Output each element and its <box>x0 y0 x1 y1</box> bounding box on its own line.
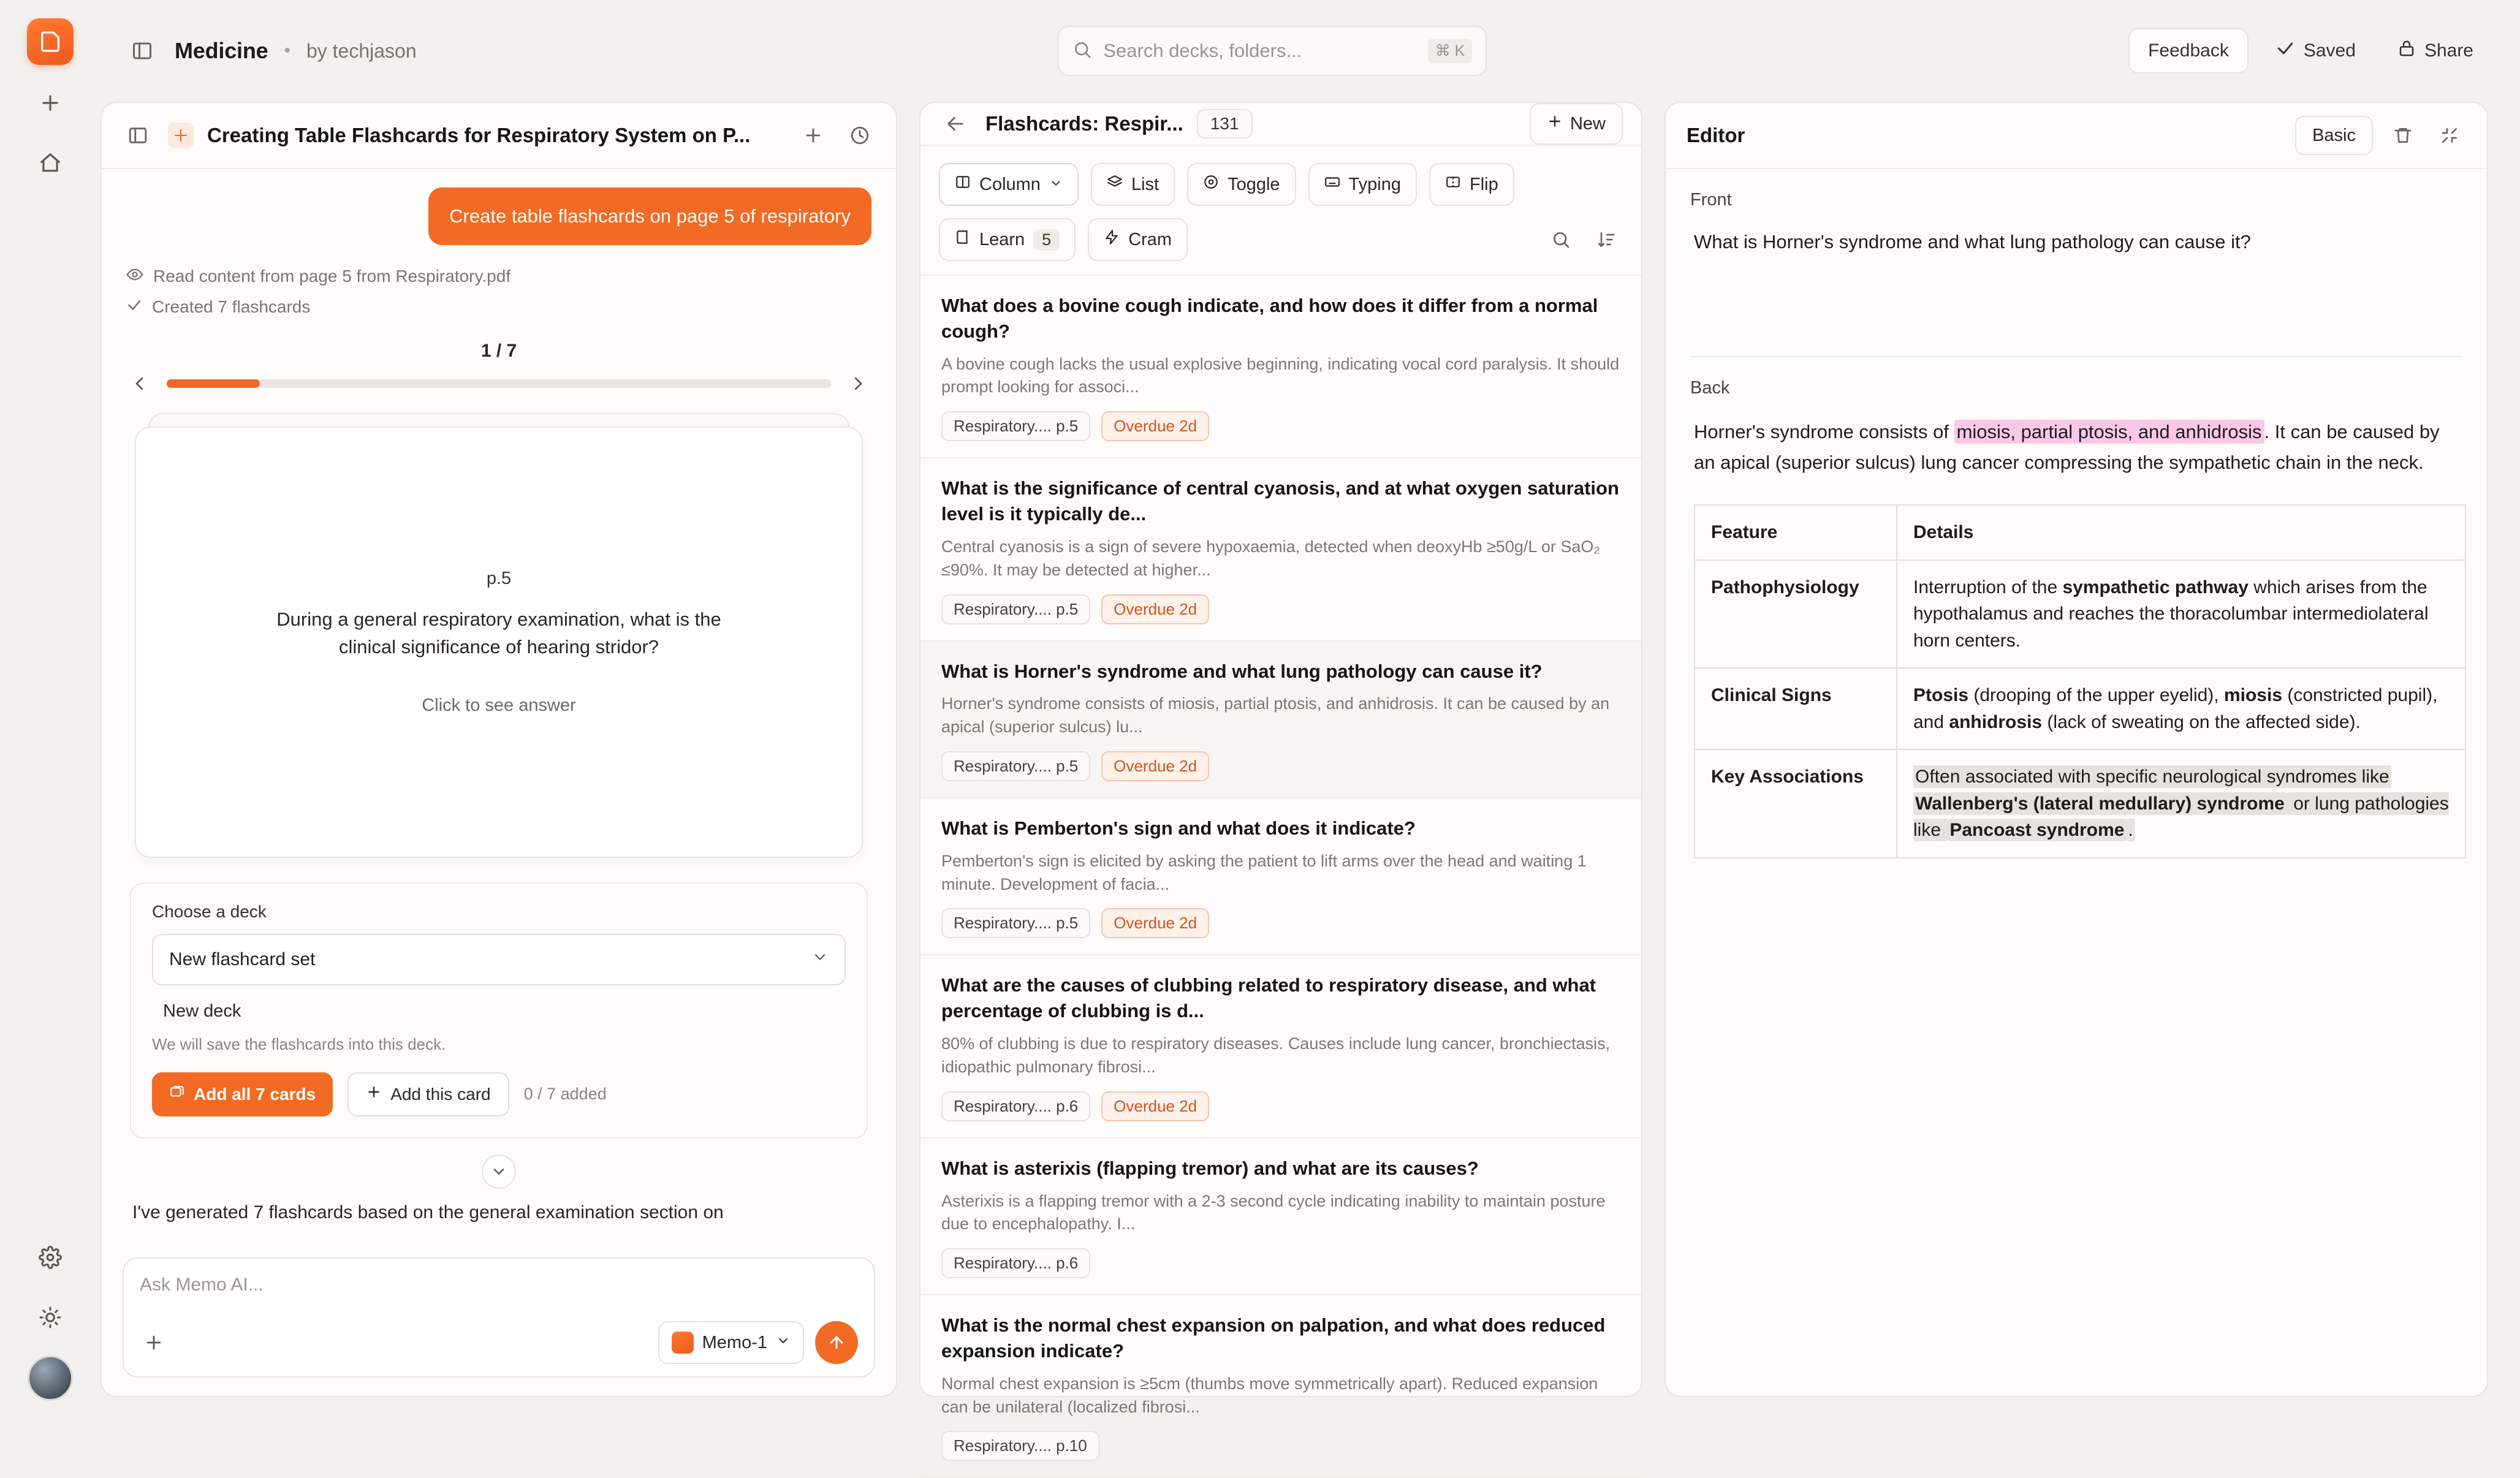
saved-label: Saved <box>2303 40 2356 61</box>
card-source-tag: Respiratory.... p.5 <box>941 594 1090 624</box>
collapse-editor-icon[interactable] <box>2433 119 2466 152</box>
search-input[interactable] <box>1058 26 1487 76</box>
list-item[interactable] <box>920 458 1641 641</box>
card-answer: Central cyanosis is a sign of severe hypoxaemia, detected when deoxyHb ≥50g/L or SaO₂ ≤90%. It may be detected at higher... <box>941 537 1600 579</box>
card-question: What are the causes of clubbing related to respiratory disease, and what percentage of clubbing is d... <box>941 974 1596 1022</box>
composer-placeholder: Ask Memo AI... <box>140 1275 264 1295</box>
study-controls <box>920 218 1641 275</box>
typing-icon <box>1324 174 1340 195</box>
toggle-icon <box>1203 174 1219 195</box>
flashcard-list[interactable] <box>920 275 1641 1478</box>
send-message-button[interactable] <box>815 1321 858 1364</box>
chat-doc-icon <box>168 123 194 148</box>
cram-label: Cram <box>1128 229 1172 249</box>
list-title: Flashcards: Respir... <box>985 112 1183 135</box>
back-prefix: Horner's syndrome consists of <box>1694 421 1954 442</box>
card-tags <box>941 1431 1620 1461</box>
table-header-row <box>1695 505 2465 560</box>
list-header <box>920 103 1641 146</box>
new-item-icon[interactable] <box>28 81 72 125</box>
app-logo-icon[interactable] <box>27 18 74 65</box>
top-bar <box>0 0 2520 102</box>
card-status-tag: Overdue 2d <box>1101 908 1209 938</box>
flip-icon <box>1445 174 1461 195</box>
editor-body <box>1666 169 2487 1396</box>
deck-select[interactable] <box>152 934 846 985</box>
chevron-down-icon <box>776 1333 791 1353</box>
flashcard-preview-stack <box>130 413 868 879</box>
editor-header <box>1666 103 2487 169</box>
list-icon <box>1107 174 1123 195</box>
eye-icon <box>126 266 143 287</box>
card-source-tag: Respiratory.... p.6 <box>941 1091 1090 1121</box>
table-header-details: Details <box>1897 505 2465 560</box>
table-header-feature: Feature <box>1695 505 1897 560</box>
text-part-highlight: Often associated with specific neurological syndromes like <box>1913 765 2391 788</box>
tab-toggle-label: Toggle <box>1228 174 1280 194</box>
deck-selected-value: New flashcard set <box>169 949 316 969</box>
chevron-down-icon <box>811 949 829 971</box>
card-source-tag: Respiratory.... p.10 <box>941 1431 1099 1461</box>
table-cell-feature: Pathophysiology <box>1695 560 1897 669</box>
tab-typing[interactable] <box>1308 163 1417 206</box>
table-cell-details <box>1897 560 2465 669</box>
card-answer: Horner's syndrome consists of miosis, partial ptosis, and anhidrosis. It can be caused by an apical (superior sulcus) lu... <box>941 694 1610 737</box>
card-tags <box>941 908 1620 938</box>
front-field[interactable]: What is Horner's syndrome and what lung pathology can cause it? <box>1690 229 2462 357</box>
list-item[interactable] <box>920 276 1641 458</box>
list-item[interactable] <box>920 1139 1641 1295</box>
card-tags <box>941 594 1620 624</box>
avatar[interactable] <box>28 1355 73 1401</box>
columns-icon <box>955 174 971 195</box>
feedback-button[interactable] <box>2128 28 2249 74</box>
table-cell-details <box>1897 668 2465 749</box>
card-question: What is Pemberton's sign and what does it indicate? <box>941 817 1416 839</box>
list-search-icon[interactable] <box>1544 223 1577 256</box>
settings-gear-icon[interactable] <box>28 1235 72 1279</box>
list-item[interactable] <box>920 798 1641 955</box>
tab-column-label: Column <box>979 174 1041 194</box>
table-row <box>1695 668 2465 749</box>
next-card-icon[interactable] <box>844 370 871 397</box>
user-message: Create table flashcards on page 5 of respiratory <box>428 188 871 245</box>
breadcrumb-separator: • <box>284 40 290 61</box>
list-item[interactable] <box>920 955 1641 1138</box>
editor-mode-label: Basic <box>2312 125 2356 145</box>
deck-chooser <box>130 882 868 1139</box>
flashcard-page-ref: p.5 <box>486 568 512 588</box>
card-source-tag: Respiratory.... p.5 <box>941 908 1090 938</box>
card-status-tag: Overdue 2d <box>1101 594 1209 624</box>
panes <box>101 102 2520 1455</box>
card-question: What does a bovine cough indicate, and how does it differ from a normal cough? <box>941 295 1598 342</box>
check-icon <box>126 297 142 317</box>
toggle-sidebar-icon[interactable] <box>126 34 159 67</box>
chevron-down-icon <box>1049 175 1063 195</box>
model-selector[interactable] <box>658 1321 804 1364</box>
check-icon <box>2275 39 2295 63</box>
text-part-bold: miosis <box>2223 685 2283 706</box>
book-icon <box>955 229 971 250</box>
chat-header <box>102 103 896 169</box>
deck-note: We will save the flashcards into this deck. <box>152 1034 446 1053</box>
tab-flip-label: Flip <box>1470 174 1498 194</box>
text-part-bold: sympathetic pathway <box>2062 577 2249 597</box>
status-created-cards <box>126 297 871 317</box>
chat-title: Creating Table Flashcards for Respiratory System on P... <box>207 124 751 146</box>
card-answer: Pemberton's sign is elicited by asking the patient to lift arms over the head and waiting 1 minute. Development of facia... <box>941 851 1587 893</box>
card-source-tag: Respiratory.... p.5 <box>941 411 1090 441</box>
card-question: What is the normal chest expansion on palpation, and what does reduced expansion indicate? <box>941 1314 1606 1362</box>
card-nav <box>126 370 871 397</box>
flashcard-list-pane <box>919 102 1642 1455</box>
card-progress-fill <box>167 379 260 388</box>
added-count: 0 / 7 added <box>523 1085 607 1104</box>
editor-pane <box>1664 102 2488 1397</box>
saved-status <box>2261 28 2370 74</box>
back-highlight: miosis, partial ptosis, and anhidrosis <box>1954 420 2264 444</box>
chat-pane <box>101 102 897 1397</box>
card-question: What is asterixis (flapping tremor) and what are its causes? <box>941 1157 1479 1179</box>
card-counter: 1 / 7 <box>480 340 517 361</box>
lightning-icon <box>1104 229 1120 250</box>
card-tags <box>941 411 1620 441</box>
status-read-label: Read content from page 5 from Respiratory.pdf <box>153 267 511 286</box>
front-label: Front <box>1690 190 1732 210</box>
text-part: (drooping of the upper eyelid), <box>1968 685 2224 706</box>
card-answer: Asterixis is a flapping tremor with a 2-3 second cycle indicating inability to maintain posture due to encephalopathy. I... <box>941 1191 1606 1234</box>
left-rail <box>0 0 101 1429</box>
feedback-label: Feedback <box>2148 40 2229 61</box>
chat-history-icon[interactable] <box>843 119 876 152</box>
text-part: which arises from the hypothalamus and reaches the thoracolumbar intermediolateral horn centers. <box>1913 577 2429 651</box>
card-source-tag: Respiratory.... p.5 <box>941 751 1090 781</box>
delete-card-icon[interactable] <box>2386 119 2419 152</box>
share-label: Share <box>2424 40 2473 61</box>
deck-actions <box>152 1072 846 1116</box>
new-chat-icon[interactable] <box>797 119 830 152</box>
text-part-highlight-bold: Pancoast syndrome <box>1948 819 2126 841</box>
learn-button[interactable] <box>939 218 1076 261</box>
prev-card-icon[interactable] <box>126 370 153 397</box>
card-status-tag: Overdue 2d <box>1101 1091 1209 1121</box>
text-part-highlight: or lung pathologies like <box>1913 793 2449 841</box>
list-sort-icon[interactable] <box>1590 223 1623 256</box>
tab-list-label: List <box>1131 174 1159 194</box>
table-row <box>1695 749 2465 858</box>
card-question: What is the significance of central cyanosis, and at what oxygen saturation level is it typically de... <box>941 477 1619 525</box>
learn-label: Learn <box>979 229 1025 249</box>
text-part-highlight-bold: Wallenberg's (lateral medullary) syndrome <box>1913 792 2287 815</box>
text-part-bold: Ptosis <box>1913 685 1969 706</box>
status-read-content <box>126 266 871 287</box>
lock-icon <box>2397 39 2416 63</box>
add-this-card-button[interactable] <box>347 1072 509 1116</box>
view-mode-tabs <box>920 146 1641 218</box>
card-progress-bar <box>167 379 831 388</box>
workspace-author: by techjason <box>306 39 417 62</box>
theme-toggle-icon[interactable] <box>28 1295 72 1340</box>
assistant-trailing-text: I've generated 7 flashcards based on the general examination section on <box>132 1202 724 1222</box>
flashcard-question: During a general respiratory examination, what is the clinical significance of hearing stridor? <box>276 608 721 658</box>
text-part-highlight: . <box>2126 819 2135 841</box>
workspace-title[interactable]: Medicine <box>175 38 268 63</box>
deck-label: Choose a deck <box>152 901 267 921</box>
tab-flip[interactable] <box>1429 163 1514 206</box>
editor-mode-selector[interactable] <box>2295 116 2373 155</box>
new-card-button[interactable] <box>1530 103 1623 145</box>
cards-stack-icon <box>169 1084 185 1104</box>
search-shortcut-badge: ⌘ K <box>1428 39 1473 63</box>
model-name: Memo-1 <box>702 1332 767 1352</box>
table-cell-details <box>1897 749 2465 858</box>
attach-plus-icon[interactable] <box>140 1328 168 1357</box>
card-question: What is Horner's syndrome and what lung pathology can cause it? <box>941 660 1543 682</box>
flashcard-preview[interactable] <box>135 426 863 858</box>
plus-icon <box>366 1084 382 1104</box>
card-status-tag: Overdue 2d <box>1101 751 1209 781</box>
new-card-label: New <box>1569 113 1606 134</box>
editor-title: Editor <box>1687 124 1745 146</box>
cram-button[interactable] <box>1088 218 1188 261</box>
text-part: Interruption of the <box>1913 577 2063 597</box>
tab-toggle[interactable] <box>1187 163 1296 206</box>
text-part: (lack of sweating on the affected side). <box>2042 711 2361 732</box>
back-field[interactable] <box>1690 417 2462 477</box>
back-suffix: . It can be caused by an apical (superior sulcus) lung cancer compressing the sympathetic chain in the neck. <box>1694 421 2440 473</box>
list-item-selected[interactable] <box>920 642 1641 798</box>
scroll-to-bottom-icon[interactable] <box>482 1154 516 1189</box>
table-cell-feature: Key Associations <box>1695 749 1897 858</box>
back-icon[interactable] <box>939 107 972 140</box>
chat-composer[interactable] <box>123 1257 875 1378</box>
card-answer: Normal chest expansion is ≥5cm (thumbs move symmetrically apart). Reduced expansion can be unilateral (localized fibrosi... <box>941 1374 1598 1416</box>
body <box>0 102 2520 1455</box>
card-tags <box>941 1091 1620 1121</box>
card-tags <box>941 751 1620 781</box>
search-area <box>417 26 2128 76</box>
share-button[interactable] <box>2383 28 2488 74</box>
home-icon[interactable] <box>28 141 72 185</box>
add-this-card-label: Add this card <box>390 1084 491 1104</box>
status-created-label: Created 7 flashcards <box>152 297 311 317</box>
card-source-tag: Respiratory.... p.6 <box>941 1248 1090 1278</box>
search-placeholder: Search decks, folders... <box>1103 40 1302 61</box>
tab-list[interactable] <box>1091 163 1175 206</box>
back-table <box>1694 504 2466 858</box>
chat-scroll <box>102 169 896 1248</box>
add-all-cards-label: Add all 7 cards <box>194 1084 316 1104</box>
tab-column[interactable] <box>939 163 1079 206</box>
flashcard-flip-hint: Click to see answer <box>422 695 576 715</box>
new-deck-option[interactable]: New deck <box>163 1001 241 1021</box>
topbar-actions <box>2128 28 2488 74</box>
back-label: Back <box>1690 378 1730 398</box>
list-count-badge: 131 <box>1197 109 1253 138</box>
list-item[interactable] <box>920 1295 1641 1478</box>
tab-typing-label: Typing <box>1348 174 1401 194</box>
search-icon <box>1072 40 1092 63</box>
text-part-bold: anhidrosis <box>1949 711 2043 732</box>
table-cell-feature: Clinical Signs <box>1695 668 1897 749</box>
table-row <box>1695 560 2465 669</box>
add-all-cards-button[interactable] <box>152 1072 333 1116</box>
model-logo-icon <box>672 1332 694 1354</box>
card-answer: A bovine cough lacks the usual explosive beginning, indicating vocal cord paralysis. It should prompt looking for associ... <box>941 354 1620 396</box>
text-part: (constricted pupil), and <box>1913 685 2438 732</box>
composer-toolbar <box>140 1321 858 1364</box>
card-status-tag: Overdue 2d <box>1101 411 1209 441</box>
card-answer: 80% of clubbing is due to respiratory diseases. Causes include lung cancer, bronchiectasis, idiopathic pulmonary fibrosi... <box>941 1034 1611 1076</box>
card-tags <box>941 1248 1620 1278</box>
collapse-chat-icon[interactable] <box>121 119 154 152</box>
plus-icon <box>1547 113 1563 134</box>
learn-count-badge: 5 <box>1033 229 1060 251</box>
